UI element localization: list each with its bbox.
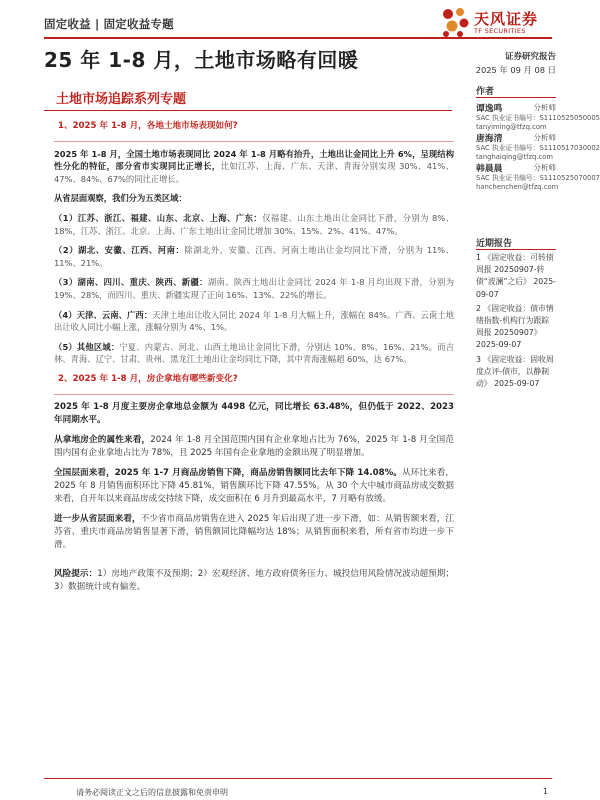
authors-divider [476,97,556,98]
risk-warning [54,568,454,594]
header-divider [44,37,552,39]
analyst-license: SAC 执业证书编号：S1110517030002 [476,144,600,152]
series-divider [44,110,452,111]
section2-summary [54,401,454,427]
region-group-3 [54,276,454,301]
region-group-1-lead: （1）江苏、浙江、福建、山东、北京、上海、广东： [54,212,263,223]
analyst-card [476,101,600,132]
analyst-role: 分析师 [533,163,556,172]
page-number: 1 [542,787,548,796]
section1-summary [54,148,454,186]
analyst-card [476,161,600,192]
section1-intro [54,192,454,205]
recent-report-item[interactable]: 1 《固定收益：可转债周报 20250907-转债“波澜”之后》 2025-09-07 [476,253,556,299]
recent-report-item[interactable]: 2 《固定收益：债市情绪指数-机构行为跟踪周报 20250907》 2025-09-07 [476,303,554,350]
section2-summary-text: 2025 年 1-8 月度主要房企拿地总金额为 4498 亿元，同比增长 63.48%，但仍低于 2022、2023 年同期水平。 [54,401,454,425]
analyst-email[interactable]: hanchenchen@tfzq.com [476,183,559,191]
section2-para3-lead: 全国层面来看，2025 年 1-7 月商品房销售下降，商品房销售额同比去年下降 14.08%。 [54,467,402,478]
report-title: 25 年 1-8 月，土地市场略有回暖 [44,48,359,72]
region-group-2-text: 除湖北外，安徽、江西、河南土地出让金均同比下滑，分别为 11%、11%、21%。 [54,245,454,268]
document-date: 2025 年 09 月 08 日 [475,65,556,75]
section2-para2 [54,434,454,460]
logo-mark-icon [440,6,470,38]
section2-para3 [54,467,454,506]
logo-text-cn: 天风证券 [474,10,539,28]
section2-para3-text: 从环比来看，2025 年 8 月销售面积环比下降 45.81%，销售额环比下降 47.55%。从 30 个大中城市商品房成交数据来看，自开年以来商品房成交持续下降，成交面积在 6 月升到最高水平，7 月略有放缓。 [54,467,454,504]
footer-divider [44,778,552,779]
report-category: 固定收益 | 固定收益专题 [44,17,174,31]
section2-para4-text: 不少省市商品房销售在进入 2025 年后出现了进一步下滑，如：从销售额来看，江苏省、重庆市商品房销售显著下滑，销售额同比降幅均达 18%；从销售面积来看，所有省市均进一步下滑。 [54,513,454,550]
logo-text-en: TF SECURITIES [474,27,526,35]
region-group-3-lead: （3）湖南、四川、重庆、陕西、新疆： [54,277,208,288]
analyst-card [476,131,600,162]
report-body [54,120,454,601]
section1-summary-bold: 2025 年 1-8 月，全国土地市场表现同比 2024 年 1-8 月略有抬升，土地出让金同比上升 6%，呈现结构性分化的特征，部分省市实现同比正增长， [54,148,454,172]
region-group-5 [54,341,454,366]
region-group-1-text: 仅福建、山东土地出让金同比下滑，分别为 8%、18%，江苏、浙江、北京、上海、广东土地出让金同比增加 30%、15%、2%、41%、47%。 [54,212,454,236]
region-group-3-text: 湖南、陕西土地出让金同比 2024 年 1-8 月均出现下滑，分别为 19%、28%，而四川、重庆、新疆实现了正向 16%、13%、22%的增长。 [54,277,454,300]
risk-warning-lead: 风险提示： [54,568,98,579]
section2-para4 [54,513,454,552]
region-group-4-lead: （4）天津、云南、广西： [54,309,153,320]
recent-reports-list [476,252,556,392]
company-logo [440,6,552,40]
risk-warning-text: 1）房地产政策不及预期；2）宏观经济、地方政府债务压力、城投信用风险情况波动超预期；3）数据统计或有偏差。 [54,568,454,592]
analyst-email[interactable]: tanghaiqing@tfzq.com [476,153,554,161]
recent-report-item[interactable]: 3 《固定收益：固收周度点评-债市，以静制动》 2025-09-07 [476,354,554,389]
recent-reports-heading: 近期报告 [476,239,513,249]
document-type: 证券研究报告 [504,52,556,62]
section2-para2-text: 2024 年 1-8 月全国范围内国有企业拿地占比为 76%，2025 年 1-8 月全国范围内国有企业拿地占比为 78%，且 2025 年国有企业拿地的金额出现了明显增加。 [54,434,454,458]
region-group-5-text: 宁夏、内蒙古、河北、山西土地出让金同比下滑，分别达 10%、8%、16%、21%。而吉林、青海、辽宁、甘肃、贵州、黑龙江土地出让金均同比下降，其中青海涨幅超 60%，达 67%。 [54,341,454,365]
analyst-role: 分析师 [533,103,556,112]
section2-heading-box [54,373,454,395]
region-group-2 [54,244,454,269]
analyst-name: 谭逸鸣 [476,104,503,114]
section1-heading-box [54,120,454,142]
section2-heading: 2、2025 年 1-8 月，房企拿地有哪些新变化? [58,373,238,384]
section1-heading: 1、2025 年 1-8 月，各地土地市场表现如何? [58,121,238,131]
section1-intro-text: 从省层面观察，我们分为五类区域： [54,193,187,204]
analyst-license: SAC 执业证书编号：S1110525070007 [476,174,600,182]
recent-reports-divider [476,249,556,250]
analyst-email[interactable]: tanyiming@tfzq.com [476,123,547,131]
region-group-4 [54,309,454,334]
series-title: 土地市场追踪系列专题 [56,92,187,107]
section2-para4-lead: 进一步从省层面来看， [54,513,141,524]
analyst-name: 韩晨晨 [476,164,503,174]
region-group-2-lead: （2）湖北、安徽、江西、河南： [54,245,185,256]
disclaimer-note: 请务必阅读正文之后的信息披露和免责申明 [76,788,228,797]
section1-summary-rest: 比如江苏、上海、广东、天津、青海分别实现 30%、41%、47%、84%、67%的同比正增长。 [54,161,454,184]
region-group-5-lead: （5）其他区域： [54,341,120,352]
analyst-license: SAC 执业证书编号：S1110525050005 [476,114,600,122]
analyst-name: 唐海清 [476,134,503,144]
section2-para2-lead: 从拿地房企的属性来看， [54,434,151,445]
authors-heading: 作者 [476,87,495,97]
page-header [44,10,552,36]
region-group-4-text: 天津土地出让收入同比 2024 年 1-8 月大幅上升，涨幅在 84%。广西、云南土地出让收入同比小幅上涨，涨幅分别为 4%、1%。 [54,309,454,333]
analyst-role: 分析师 [533,133,556,142]
region-group-1 [54,212,454,237]
